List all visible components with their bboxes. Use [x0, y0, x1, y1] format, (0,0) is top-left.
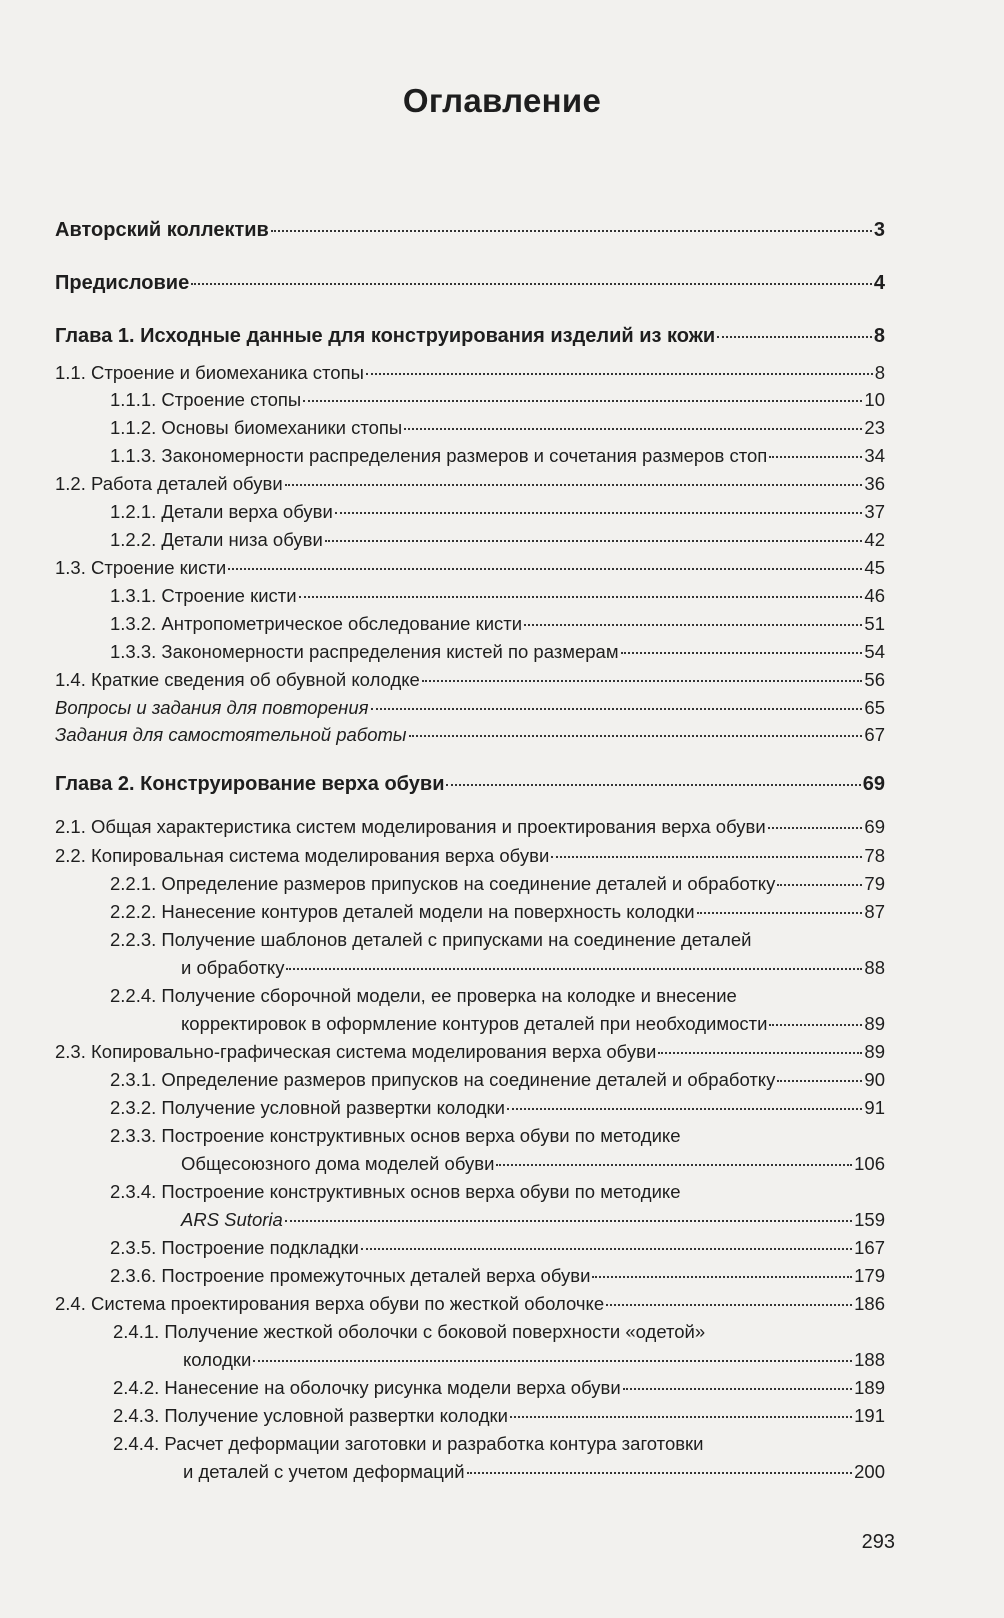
dot-leader: [551, 856, 862, 858]
toc-entry-page: 42: [864, 529, 885, 550]
toc-entry: [181, 957, 885, 979]
dot-leader: [496, 1164, 852, 1166]
toc-entry: [55, 219, 885, 242]
dot-leader: [446, 784, 860, 786]
toc-entry-page: 65: [864, 697, 885, 718]
toc-entry-title: Предисловие: [55, 272, 190, 294]
toc-entry-title: 1.2.1. Детали верха обуви: [110, 501, 333, 522]
toc-entry: [110, 1097, 885, 1119]
dot-leader: [361, 1248, 852, 1250]
toc-entry-page: 91: [864, 1097, 885, 1118]
toc-entry-page: 36: [864, 473, 885, 494]
toc-entry-title: 2.3.6. Построение промежуточных деталей верха обуви: [110, 1265, 591, 1286]
toc-entry: [110, 445, 885, 467]
dot-leader: [366, 373, 873, 375]
toc-entry-page: 69: [864, 816, 885, 837]
toc-entry: [55, 816, 885, 838]
toc-entry-title: 1.3.2. Антропометрическое обследование кисти: [110, 613, 523, 634]
toc-entry: [55, 362, 885, 384]
toc-entry: [55, 724, 885, 746]
toc-entry: [181, 1153, 885, 1175]
toc-entry-continuation: и деталей с учетом деформаций: [183, 1461, 465, 1482]
toc-entry-title: Вопросы и задания для повторения: [55, 697, 369, 718]
toc-entry-page: 56: [864, 669, 885, 690]
dot-leader: [623, 1388, 852, 1390]
toc-entry-page: 23: [864, 417, 885, 438]
dot-leader: [285, 484, 863, 486]
dot-leader: [717, 336, 872, 338]
dot-leader: [510, 1416, 852, 1418]
dot-leader: [286, 968, 862, 970]
dot-leader: [325, 540, 863, 542]
dot-leader: [253, 1360, 852, 1362]
toc-entry-page: 89: [864, 1013, 885, 1034]
dot-leader: [467, 1472, 853, 1474]
toc-entry-page: 191: [854, 1405, 885, 1426]
dot-leader: [299, 596, 863, 598]
toc-entry: [55, 325, 885, 348]
toc-entry-continuation: ARS Sutoria: [181, 1209, 283, 1230]
toc-entry-title: 2.2.4. Получение сборочной модели, ее проверка на колодке и внесение: [110, 985, 737, 1006]
toc-entry-title: 1.3.3. Закономерности распределения кистей по размерам: [110, 641, 619, 662]
dot-leader: [658, 1052, 862, 1054]
page-number: 293: [861, 1531, 895, 1553]
toc-entry-page: 79: [864, 873, 885, 894]
toc-entry-title: 2.3.2. Получение условной развертки колодки: [110, 1097, 505, 1118]
dot-leader: [404, 428, 862, 430]
toc-entry-page: 87: [864, 901, 885, 922]
toc-entry: [55, 773, 885, 796]
toc-entry-title: 2.3. Копировально-графическая система моделирования верха обуви: [55, 1041, 657, 1062]
dot-leader: [422, 680, 863, 682]
toc-entry: [110, 1237, 885, 1259]
toc-entry: [55, 473, 885, 495]
toc-entry-title: 2.3.3. Построение конструктивных основ верха обуви по методике: [110, 1125, 681, 1146]
dot-leader: [777, 884, 862, 886]
dot-leader: [606, 1304, 852, 1306]
dot-leader: [768, 827, 863, 829]
toc-entry-title: Глава 2. Конструирование верха обуви: [55, 773, 445, 795]
toc-entry-title: 1.3.1. Строение кисти: [110, 585, 297, 606]
toc-entry: [113, 1377, 885, 1399]
toc-entry: [181, 1209, 885, 1231]
toc-entry: [110, 613, 885, 635]
toc-entry: [183, 1461, 885, 1483]
toc-entry: [55, 1041, 885, 1063]
toc-entry-title: 2.4.3. Получение условной развертки колодки: [113, 1405, 508, 1426]
toc-entry-page: 34: [864, 445, 885, 466]
toc-entry: [55, 669, 885, 691]
dot-leader: [769, 456, 862, 458]
toc-entry-title: 2.2.1. Определение размеров припусков на соединение деталей и обработку: [110, 873, 776, 894]
toc-entry-title: 1.1.1. Строение стопы: [110, 389, 302, 410]
toc-entry-title: 2.2.3. Получение шаблонов деталей с припусками на соединение деталей: [110, 929, 752, 950]
toc-entry-page: 179: [854, 1265, 885, 1286]
dot-leader: [303, 400, 862, 402]
toc-entry-page: 69: [862, 773, 885, 795]
toc-entry-continuation: и обработку: [181, 957, 285, 978]
toc-entry-title: Глава 1. Исходные данные для конструирования изделий из кожи: [55, 325, 716, 347]
toc-entry-title: 2.3.4. Построение конструктивных основ верха обуви по методике: [110, 1181, 681, 1202]
toc-entry-title: 2.4.1. Получение жесткой оболочки с боковой поверхности «одетой»: [113, 1321, 706, 1342]
toc-entry: [55, 272, 885, 295]
dot-leader: [228, 568, 862, 570]
dot-leader: [621, 652, 863, 654]
toc-entry-page: 8: [873, 325, 885, 347]
toc-entry: [183, 1349, 885, 1371]
toc-entry: [55, 1293, 885, 1315]
toc-entry: [55, 557, 885, 579]
toc-entry: [110, 1265, 885, 1287]
toc-entry-title: 1.1.3. Закономерности распределения размеров и сочетания размеров стоп: [110, 445, 768, 466]
toc-entry-page: 3: [873, 219, 885, 241]
toc-entry-title: 1.1. Строение и биомеханика стопы: [55, 362, 364, 383]
dot-leader: [271, 230, 872, 232]
dot-leader: [335, 512, 863, 514]
dot-leader: [592, 1276, 852, 1278]
dot-leader: [371, 708, 863, 710]
page-title: Оглавление: [402, 82, 602, 119]
toc-entry-page: 54: [864, 641, 885, 662]
toc-entry-continuation: Общесоюзного дома моделей обуви: [181, 1153, 495, 1174]
dot-leader: [409, 735, 863, 737]
toc-entry-title: 2.2.2. Нанесение контуров деталей модели на поверхность колодки: [110, 901, 695, 922]
dot-leader: [507, 1108, 862, 1110]
dot-leader: [769, 1024, 862, 1026]
toc-entry: [110, 529, 885, 551]
dot-leader: [777, 1080, 862, 1082]
toc-entry-title: 2.1. Общая характеристика систем моделирования и проектирования верха обуви: [55, 816, 766, 837]
toc-entry: [110, 501, 885, 523]
toc-entry: [110, 1069, 885, 1091]
toc-entry-page: 189: [854, 1377, 885, 1398]
toc-entry-page: 51: [864, 613, 885, 634]
toc-entry-title: 2.4. Система проектирования верха обуви по жесткой оболочке: [55, 1293, 605, 1314]
toc-entry-page: 8: [874, 362, 885, 383]
toc-entry-title: 1.4. Краткие сведения об обувной колодке: [55, 669, 420, 690]
toc-entry: [55, 845, 885, 867]
dot-leader: [697, 912, 863, 914]
toc-entry-page: 89: [864, 1041, 885, 1062]
toc-entry: [110, 389, 885, 411]
toc-entry-continuation: колодки: [183, 1349, 252, 1370]
toc-entry: [110, 901, 885, 923]
toc-entry-page: 167: [854, 1237, 885, 1258]
dot-leader: [191, 283, 872, 285]
toc-entry-title: Авторский коллектив: [55, 219, 269, 241]
toc-entry-continuation: корректировок в оформление контуров деталей при необходимости: [181, 1013, 768, 1034]
toc-entry-title: 1.1.2. Основы биомеханики стопы: [110, 417, 403, 438]
toc-entry-title: 2.3.5. Построение подкладки: [110, 1237, 359, 1258]
toc-entry: [110, 585, 885, 607]
dot-leader: [285, 1220, 852, 1222]
toc-entry: [110, 641, 885, 663]
dot-leader: [524, 624, 862, 626]
toc-entry-page: 188: [854, 1349, 885, 1370]
toc-entry-page: 106: [854, 1153, 885, 1174]
toc-entry-title: 2.3.1. Определение размеров припусков на соединение деталей и обработку: [110, 1069, 776, 1090]
toc-entry: [110, 417, 885, 439]
toc-entry-title: 2.4.2. Нанесение на оболочку рисунка модели верха обуви: [113, 1377, 621, 1398]
toc-entry: [55, 697, 885, 719]
toc-entry-title: 1.2.2. Детали низа обуви: [110, 529, 323, 550]
toc-entry-page: 67: [864, 724, 885, 745]
toc-entry-page: 10: [864, 389, 885, 410]
toc-entry-page: 88: [864, 957, 885, 978]
toc-entry-page: 200: [854, 1461, 885, 1482]
toc-entry: [181, 1013, 885, 1035]
toc-entry-page: 46: [864, 585, 885, 606]
toc-entry-title: 1.2. Работа деталей обуви: [55, 473, 283, 494]
toc-entry-title: Задания для самостоятельной работы: [55, 724, 407, 745]
toc-entry-title: 2.4.4. Расчет деформации заготовки и разработка контура заготовки: [113, 1433, 704, 1454]
toc-entry-title: 2.2. Копировальная система моделирования верха обуви: [55, 845, 550, 866]
toc-entry: [113, 1405, 885, 1427]
toc-entry: [110, 873, 885, 895]
toc-entry-page: 78: [864, 845, 885, 866]
toc-entry-page: 159: [854, 1209, 885, 1230]
toc-entry-title: 1.3. Строение кисти: [55, 557, 227, 578]
toc-entry-page: 45: [864, 557, 885, 578]
toc-entry-page: 90: [864, 1069, 885, 1090]
toc-entry-page: 37: [864, 501, 885, 522]
toc-entry-page: 4: [873, 272, 885, 294]
toc-entry-page: 186: [854, 1293, 885, 1314]
